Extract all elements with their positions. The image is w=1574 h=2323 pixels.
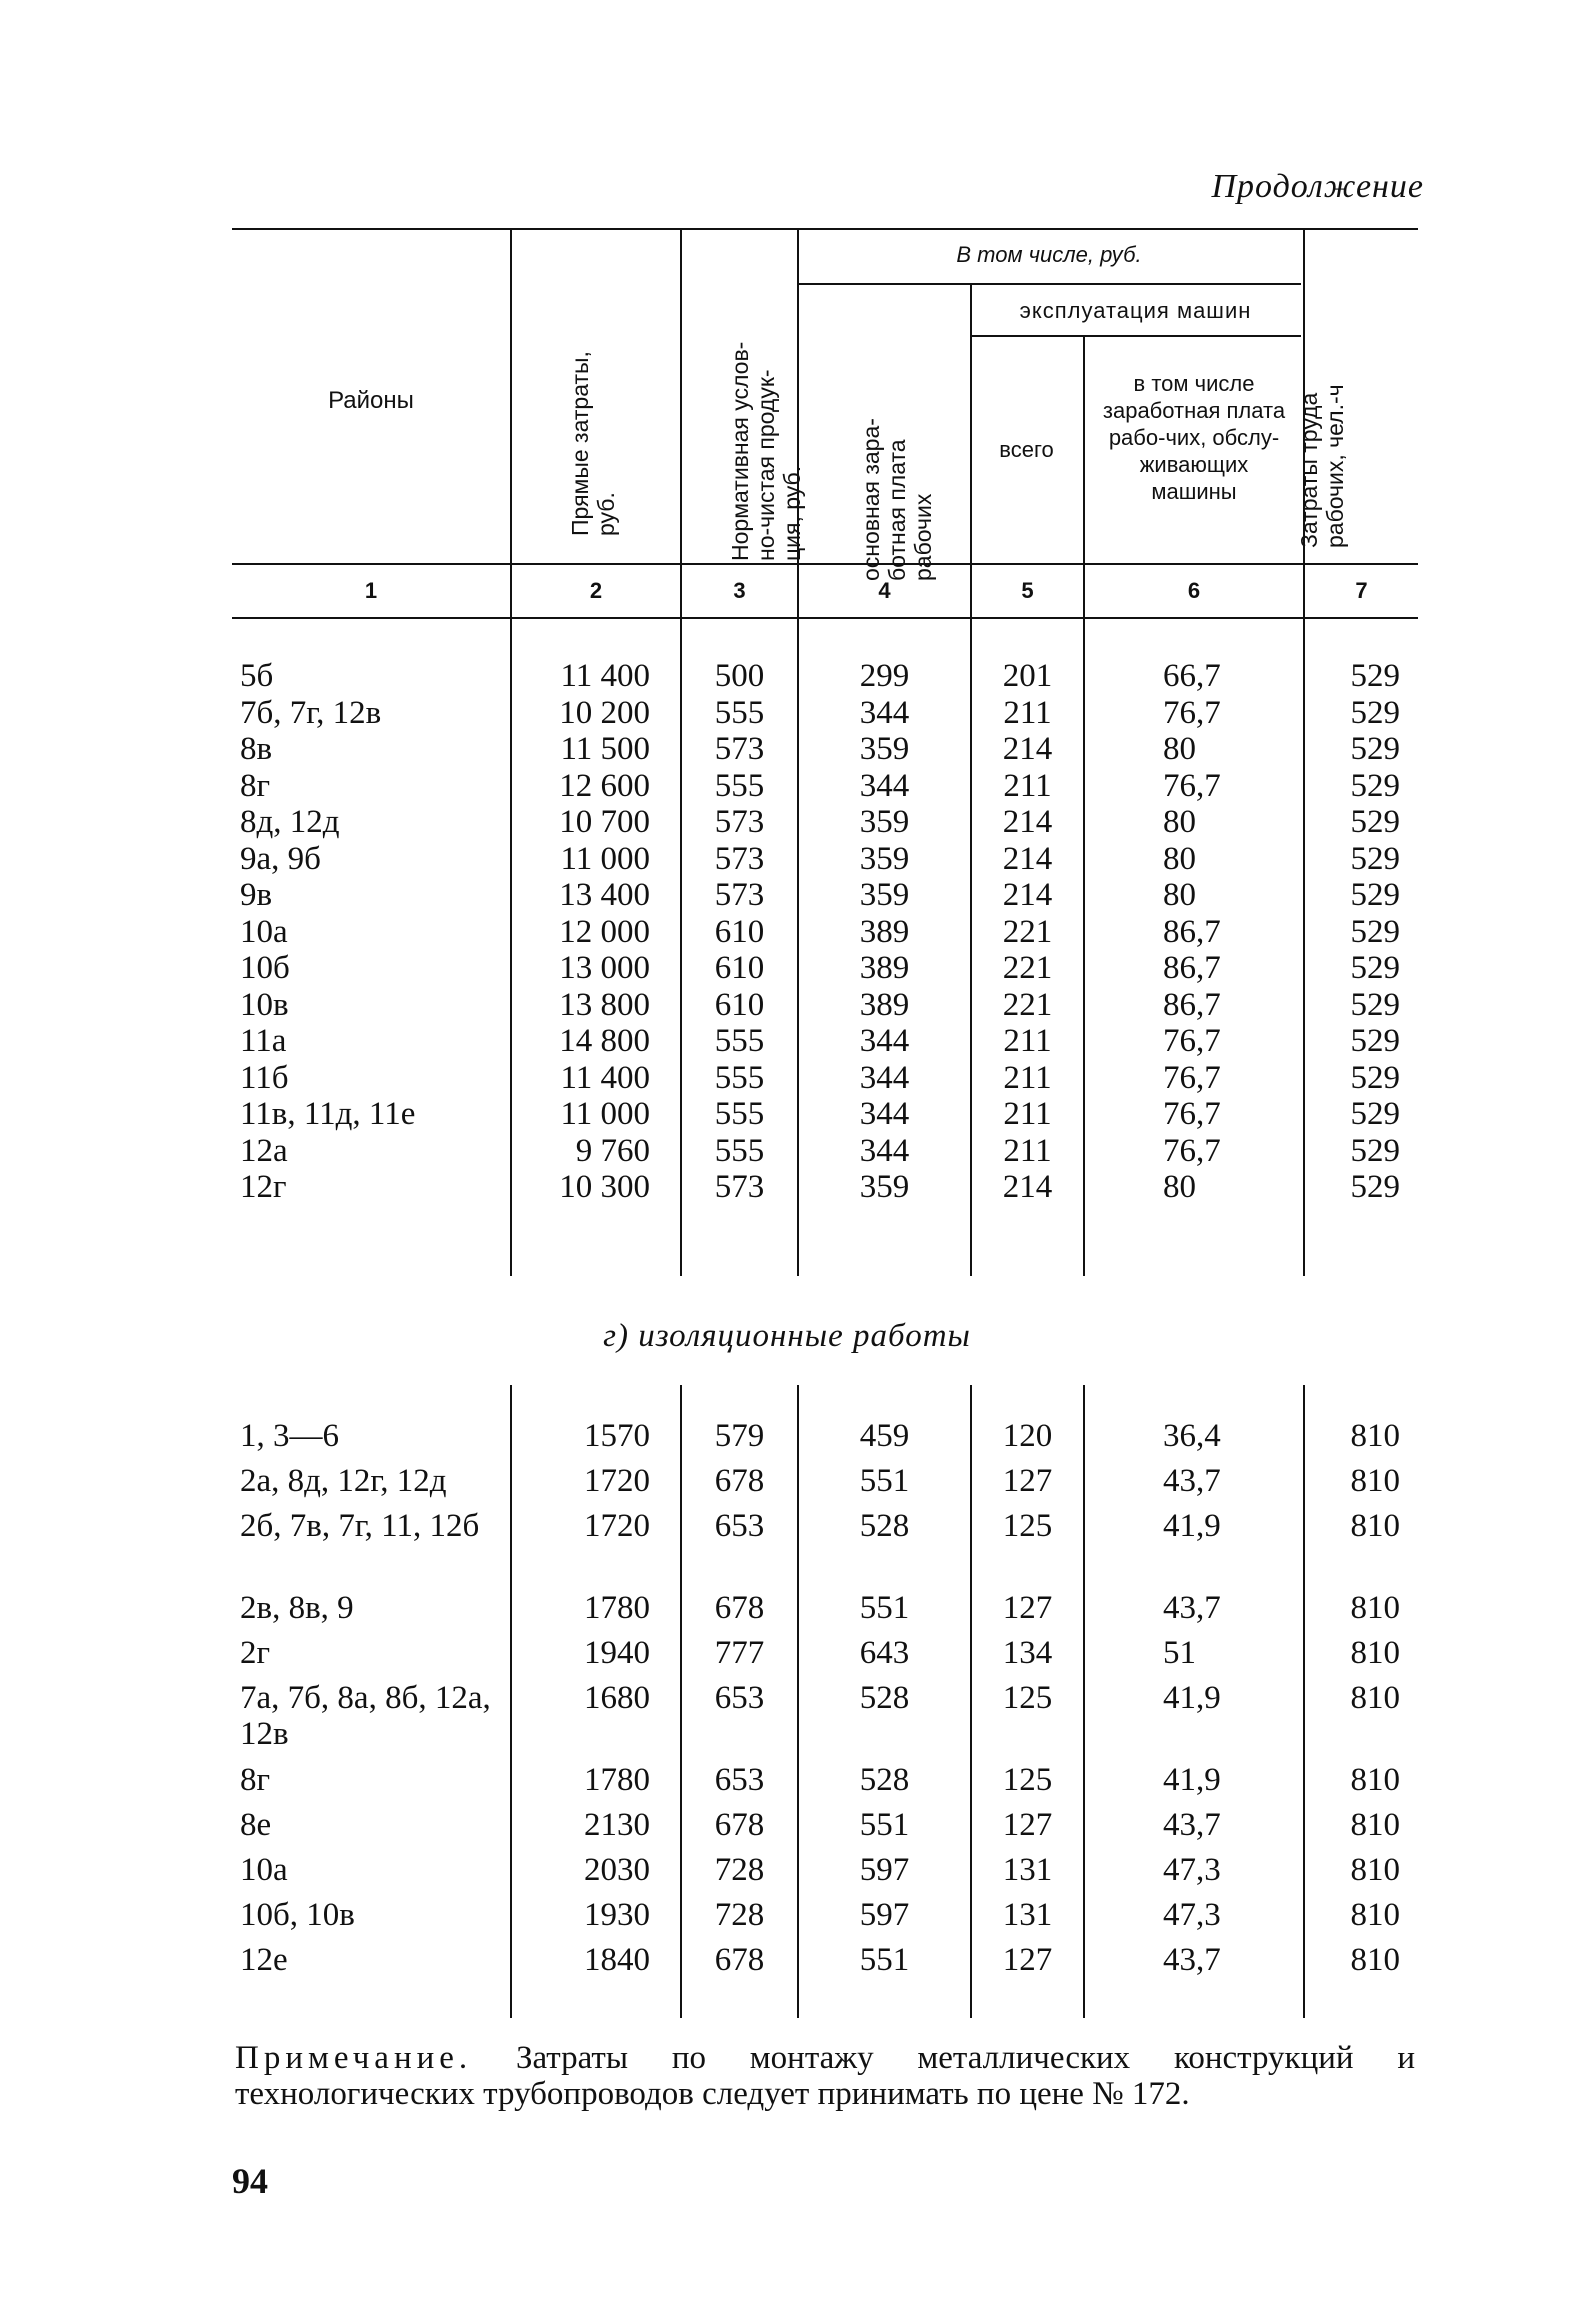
row-cell-c4: 359 xyxy=(859,840,910,877)
row-cell-c3: 728 xyxy=(714,1852,765,1888)
header-vline-5 xyxy=(1083,337,1085,617)
colnum-5: 5 xyxy=(1021,578,1034,603)
row-cell-c4: 551 xyxy=(859,1463,910,1499)
row-rayon: 7б, 7г, 12в xyxy=(240,694,382,731)
row-cell-c3: 573 xyxy=(714,804,765,840)
row-cell-c7: 529 xyxy=(1350,986,1400,1023)
row-cell-c3: 678 xyxy=(714,1942,765,1978)
page-number: 94 xyxy=(232,2161,268,2201)
row-cell-c4: 344 xyxy=(859,767,910,804)
row-cell-c6: 66,7 xyxy=(1163,658,1221,694)
row-cell-c5: 221 xyxy=(1002,986,1053,1023)
header-labor-costs: Затраты труда рабочих, чел.-ч xyxy=(1296,384,1348,548)
row-cell-c2: 1720 xyxy=(584,1463,650,1499)
header-sub-rule-1 xyxy=(797,283,1301,285)
row-rayon: 12а xyxy=(240,1132,288,1169)
row-cell-c2: 13 400 xyxy=(559,877,650,913)
row-cell-c7: 529 xyxy=(1350,950,1400,986)
row-rayon: 12е xyxy=(240,1942,288,1978)
row-cell-c3: 653 xyxy=(714,1762,765,1798)
row-cell-c6: 76,7 xyxy=(1163,1023,1221,1059)
row-cell-c5: 221 xyxy=(1002,913,1053,950)
row-rayon: 7а, 7б, 8а, 8б, 12а, 12в xyxy=(240,1680,491,1752)
section2-title: г) изоляционные работы xyxy=(603,1318,971,1354)
row-cell-c7: 810 xyxy=(1350,1508,1400,1544)
row-cell-c6: 76,7 xyxy=(1163,1059,1221,1096)
row-cell-c7: 810 xyxy=(1350,1463,1400,1499)
row-cell-c6: 86,7 xyxy=(1163,913,1221,950)
row-cell-c3: 573 xyxy=(714,1169,765,1205)
row-cell-c2: 1680 xyxy=(584,1680,650,1716)
row-cell-c3: 555 xyxy=(714,1059,765,1096)
row-rayon: 10в xyxy=(240,986,289,1023)
row-cell-c2: 1780 xyxy=(584,1762,650,1798)
row-cell-c4: 528 xyxy=(859,1680,910,1716)
row-cell-c2: 11 400 xyxy=(560,1059,650,1096)
row-cell-c3: 728 xyxy=(714,1897,765,1933)
row-cell-c2: 2030 xyxy=(584,1852,650,1888)
row-cell-c7: 810 xyxy=(1350,1807,1400,1843)
row-cell-c7: 529 xyxy=(1350,840,1400,877)
row-rayon: 11а xyxy=(240,1023,287,1059)
row-cell-c6: 47,3 xyxy=(1163,1897,1221,1933)
row-cell-c6: 51 xyxy=(1163,1635,1196,1671)
header-incl-wage-machines: в том числе заработная плата рабо-чих, обслу-живающих машины xyxy=(1102,371,1286,504)
row-cell-c4: 359 xyxy=(859,1169,910,1205)
row-cell-c5: 214 xyxy=(1002,840,1053,877)
header-rayony: Районы xyxy=(328,387,414,414)
row-cell-c5: 221 xyxy=(1002,950,1053,986)
row-cell-c3: 777 xyxy=(714,1635,765,1671)
header-sub-rule-2 xyxy=(970,335,1301,337)
row-cell-c5: 211 xyxy=(1003,1059,1052,1096)
row-cell-c5: 127 xyxy=(1002,1942,1053,1978)
row-cell-c6: 86,7 xyxy=(1163,950,1221,986)
row-rayon: 10б, 10в xyxy=(240,1897,355,1933)
row-cell-c2: 2130 xyxy=(584,1807,650,1843)
row-cell-c2: 1940 xyxy=(584,1635,650,1671)
row-cell-c6: 76,7 xyxy=(1163,767,1221,804)
row-cell-c7: 529 xyxy=(1350,731,1400,767)
row-cell-c2: 11 000 xyxy=(560,1096,650,1132)
row-rayon: 11в, 11д, 11е xyxy=(240,1096,416,1132)
row-cell-c3: 573 xyxy=(714,840,765,877)
row-cell-c4: 344 xyxy=(859,1132,910,1169)
row-cell-c5: 214 xyxy=(1002,1169,1053,1205)
row-cell-c2: 1930 xyxy=(584,1897,650,1933)
row-cell-c5: 211 xyxy=(1003,767,1052,804)
row-cell-c4: 551 xyxy=(859,1807,910,1843)
row-cell-c3: 555 xyxy=(714,1096,765,1132)
row-cell-c7: 529 xyxy=(1350,804,1400,840)
row-cell-c7: 810 xyxy=(1350,1680,1400,1716)
row-cell-c3: 678 xyxy=(714,1463,765,1499)
row-cell-c3: 610 xyxy=(714,950,765,986)
row-cell-c2: 14 800 xyxy=(559,1023,650,1059)
row-cell-c2: 10 200 xyxy=(559,694,650,731)
row-cell-c6: 47,3 xyxy=(1163,1852,1221,1888)
row-cell-c5: 131 xyxy=(1002,1897,1053,1933)
colnum-1: 1 xyxy=(364,578,378,603)
row-cell-c2: 12 600 xyxy=(559,767,650,804)
row-cell-c4: 344 xyxy=(859,694,910,731)
row-cell-c6: 86,7 xyxy=(1163,986,1221,1023)
row-cell-c4: 643 xyxy=(859,1635,910,1671)
row-cell-c4: 551 xyxy=(859,1590,910,1626)
row-cell-c5: 214 xyxy=(1002,731,1053,767)
colnum-2: 2 xyxy=(589,578,603,603)
row-cell-c4: 459 xyxy=(859,1418,910,1454)
row-cell-c6: 41,9 xyxy=(1163,1680,1221,1716)
row-cell-c4: 299 xyxy=(859,658,910,694)
row-cell-c7: 529 xyxy=(1350,1023,1400,1059)
row-cell-c2: 1840 xyxy=(584,1942,650,1978)
row-cell-c4: 344 xyxy=(859,1096,910,1132)
header-base-wage: основная зара- ботная плата рабочих xyxy=(858,418,936,581)
row-rayon: 2а, 8д, 12г, 12д xyxy=(240,1463,447,1499)
header-total: всего xyxy=(999,437,1054,462)
row-cell-c2: 12 000 xyxy=(559,913,650,950)
row-cell-c7: 529 xyxy=(1350,1169,1400,1205)
colnum-6: 6 xyxy=(1187,578,1201,603)
note-text: Затраты по монтажу металлических конструкций и технологических трубопроводов следует принимать по цене № 172. xyxy=(235,2040,1416,2112)
row-cell-c7: 529 xyxy=(1350,1059,1400,1096)
row-cell-c3: 555 xyxy=(714,1132,765,1169)
header-direct-costs: Прямые затраты, руб. xyxy=(567,351,619,536)
row-cell-c5: 214 xyxy=(1002,804,1053,840)
row-cell-c5: 211 xyxy=(1003,1096,1052,1132)
row-cell-c4: 551 xyxy=(859,1942,910,1978)
row-cell-c7: 529 xyxy=(1350,877,1400,913)
row-rayon: 10а xyxy=(240,1852,288,1888)
row-cell-c5: 211 xyxy=(1003,1132,1052,1169)
row-cell-c5: 201 xyxy=(1002,658,1053,694)
row-cell-c4: 344 xyxy=(859,1023,910,1059)
row-cell-c4: 359 xyxy=(859,804,910,840)
row-cell-c5: 211 xyxy=(1003,1023,1052,1059)
row-cell-c4: 528 xyxy=(859,1508,910,1544)
row-cell-c7: 529 xyxy=(1350,658,1400,694)
row-cell-c4: 359 xyxy=(859,731,910,767)
row-cell-c2: 11 500 xyxy=(560,731,650,767)
row-rayon: 8г xyxy=(240,1762,271,1798)
row-rayon: 2г xyxy=(240,1635,271,1671)
note xyxy=(235,2040,1415,2112)
row-cell-c3: 678 xyxy=(714,1807,765,1843)
row-cell-c4: 597 xyxy=(859,1897,910,1933)
row-cell-c7: 529 xyxy=(1350,694,1400,731)
row-cell-c3: 653 xyxy=(714,1508,765,1544)
row-cell-c5: 125 xyxy=(1002,1680,1053,1716)
row-cell-c6: 76,7 xyxy=(1163,1132,1221,1169)
row-cell-c3: 573 xyxy=(714,731,765,767)
row-cell-c3: 653 xyxy=(714,1680,765,1716)
row-cell-c7: 810 xyxy=(1350,1897,1400,1933)
colnum-3: 3 xyxy=(733,578,746,603)
row-cell-c2: 1720 xyxy=(584,1508,650,1544)
row-cell-c3: 500 xyxy=(714,658,765,694)
row-cell-c3: 579 xyxy=(714,1418,765,1454)
row-cell-c7: 810 xyxy=(1350,1418,1400,1454)
row-cell-c4: 389 xyxy=(859,986,910,1023)
row-cell-c6: 43,7 xyxy=(1163,1942,1221,1978)
row-cell-c4: 344 xyxy=(859,1059,910,1096)
row-cell-c2: 1570 xyxy=(584,1418,650,1454)
row-rayon: 8е xyxy=(240,1807,272,1843)
row-cell-c7: 529 xyxy=(1350,767,1400,804)
row-cell-c2: 10 300 xyxy=(559,1169,650,1205)
row-cell-c3: 555 xyxy=(714,694,765,731)
row-rayon: 8г xyxy=(240,767,271,804)
row-cell-c7: 810 xyxy=(1350,1635,1400,1671)
row-rayon: 9а, 9б xyxy=(240,840,321,877)
row-cell-c6: 43,7 xyxy=(1163,1590,1221,1626)
row-rayon: 12г xyxy=(240,1169,287,1205)
row-cell-c3: 555 xyxy=(714,767,765,804)
row-cell-c2: 13 800 xyxy=(559,986,650,1023)
table-top-rule xyxy=(232,228,1418,230)
row-cell-c5: 127 xyxy=(1002,1463,1053,1499)
row-cell-c3: 610 xyxy=(714,986,765,1023)
continuation-label: Продолжение xyxy=(1211,168,1424,205)
row-cell-c6: 43,7 xyxy=(1163,1807,1221,1843)
row-cell-c7: 810 xyxy=(1350,1590,1400,1626)
row-cell-c6: 76,7 xyxy=(1163,694,1221,731)
header-bottom-rule xyxy=(232,563,1418,565)
row-cell-c3: 678 xyxy=(714,1590,765,1626)
row-cell-c2: 10 700 xyxy=(559,804,650,840)
row-rayon: 5б xyxy=(240,658,274,694)
row-cell-c5: 127 xyxy=(1002,1807,1053,1843)
row-cell-c7: 529 xyxy=(1350,1132,1400,1169)
row-cell-c6: 80 xyxy=(1163,1169,1196,1205)
row-cell-c4: 389 xyxy=(859,913,910,950)
row-cell-c3: 555 xyxy=(714,1023,765,1059)
row-cell-c4: 597 xyxy=(859,1852,910,1888)
colnum-4: 4 xyxy=(878,578,891,603)
colnum-bottom-rule xyxy=(232,617,1418,619)
row-rayon: 10а xyxy=(240,913,288,950)
row-cell-c2: 11 400 xyxy=(560,658,650,694)
colnum-7: 7 xyxy=(1355,578,1368,603)
row-cell-c4: 528 xyxy=(859,1762,910,1798)
row-cell-c7: 810 xyxy=(1350,1942,1400,1978)
row-rayon: 9в xyxy=(240,877,273,913)
row-cell-c6: 43,7 xyxy=(1163,1463,1221,1499)
header-vline-1 xyxy=(510,230,512,617)
row-rayon: 11б xyxy=(240,1059,289,1096)
row-rayon: 2б, 7в, 7г, 11, 12б xyxy=(240,1508,480,1544)
row-cell-c5: 211 xyxy=(1003,694,1052,731)
row-cell-c6: 80 xyxy=(1163,877,1196,913)
row-cell-c3: 573 xyxy=(714,877,765,913)
row-rayon: 8в xyxy=(240,731,273,767)
row-cell-c5: 120 xyxy=(1002,1418,1053,1454)
row-cell-c3: 610 xyxy=(714,913,765,950)
row-rayon: 2в, 8в, 9 xyxy=(240,1590,354,1626)
row-cell-c5: 125 xyxy=(1002,1508,1053,1544)
header-normative-product: Нормативная услов- но-чистая продук- ция, руб. xyxy=(727,341,805,561)
row-cell-c4: 359 xyxy=(859,877,910,913)
row-cell-c6: 36,4 xyxy=(1163,1418,1221,1454)
row-cell-c6: 41,9 xyxy=(1163,1508,1221,1544)
row-cell-c6: 80 xyxy=(1163,804,1196,840)
header-vline-2 xyxy=(680,230,682,617)
row-cell-c2: 11 000 xyxy=(560,840,650,877)
row-cell-c6: 41,9 xyxy=(1163,1762,1221,1798)
row-cell-c7: 529 xyxy=(1350,913,1400,950)
row-cell-c5: 125 xyxy=(1002,1762,1053,1798)
row-rayon: 1, 3—6 xyxy=(240,1418,339,1454)
row-cell-c7: 810 xyxy=(1350,1762,1400,1798)
row-cell-c5: 214 xyxy=(1002,877,1053,913)
row-cell-c2: 9 760 xyxy=(575,1132,650,1169)
row-rayon: 8д, 12д xyxy=(240,804,340,840)
row-cell-c7: 529 xyxy=(1350,1096,1400,1132)
row-cell-c5: 127 xyxy=(1002,1590,1053,1626)
header-machine-operation: эксплуатация машин xyxy=(1019,298,1252,323)
row-cell-c6: 80 xyxy=(1163,840,1196,877)
row-cell-c6: 80 xyxy=(1163,731,1196,767)
row-cell-c5: 134 xyxy=(1002,1635,1053,1671)
row-cell-c4: 389 xyxy=(859,950,910,986)
row-cell-c2: 1780 xyxy=(584,1590,650,1626)
row-cell-c5: 131 xyxy=(1002,1852,1053,1888)
header-including: В том числе, руб. xyxy=(956,242,1142,267)
row-cell-c7: 810 xyxy=(1350,1852,1400,1888)
note-label: Примечание. xyxy=(235,2040,473,2076)
row-cell-c6: 76,7 xyxy=(1163,1096,1221,1132)
row-rayon: 10б xyxy=(240,950,290,986)
row-cell-c2: 13 000 xyxy=(559,950,650,986)
